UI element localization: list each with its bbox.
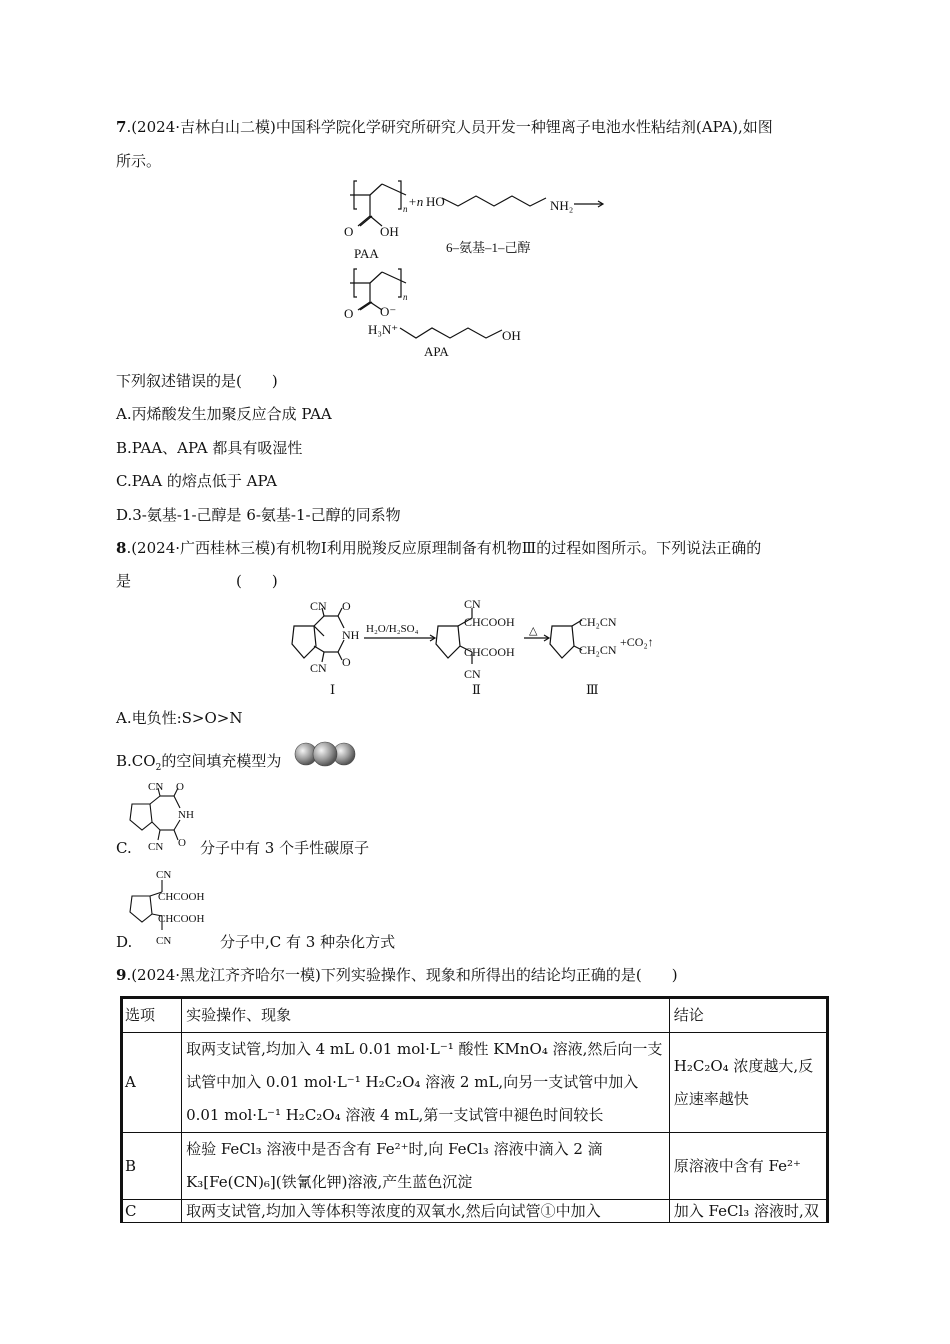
q9-stem-text: .(2024·黑龙江齐齐哈尔一模)下列实验操作、现象和所得出的结论均正确的是( ) <box>126 966 678 984</box>
q8-ii-chcooh-bottom: CHCOOH <box>464 645 515 659</box>
q8-d-chcooh-bottom: CHCOOH <box>158 913 205 925</box>
row-b-operation <box>182 1133 670 1200</box>
q7-apa-oh: OH <box>502 328 521 343</box>
row-c-operation: 取两支试管,均加入等体积等浓度的双氧水,然后向试管①中加入 <box>182 1200 670 1223</box>
q8-c-nh: NH <box>178 809 194 821</box>
q7-paa-subscript: n <box>403 204 408 214</box>
q7-ask: 下列叙述错误的是( ) <box>116 372 278 390</box>
q8-d-chcooh-top: CHCOOH <box>158 891 205 903</box>
q7-plus-n: +n <box>408 194 424 209</box>
row-a-con-line1: H₂C₂O₄ 浓度越大,反 <box>673 1056 814 1075</box>
q8-i-o-bottom: O <box>342 655 351 669</box>
q8-option-b <box>116 751 281 771</box>
row-a-op-line2: 试管中加入 0.01 mol·L⁻¹ H₂C₂O₄ 溶液 2 mL,向另一支试管中加入 <box>186 1073 639 1091</box>
q8-option-c-text: 分子中有 3 个手性碳原子 <box>200 839 370 857</box>
q8-d-cn-bottom: CN <box>156 935 172 947</box>
q8-label-i: Ⅰ <box>330 682 336 697</box>
q7-ho-label: HO <box>426 194 445 209</box>
q8-option-d-prefix: D. <box>116 933 133 951</box>
q7-stem-line1 <box>116 117 773 137</box>
q8-option-c-structure <box>128 778 208 858</box>
q7-paa-o: O <box>344 224 354 239</box>
table-row-c <box>122 1200 828 1223</box>
q8-d-cn-top: CN <box>156 869 172 881</box>
row-a-conclusion <box>669 1033 827 1133</box>
q8-iii-ch2cn-bottom: CH₂CN <box>579 643 617 657</box>
q8-i-cn-top: CN <box>310 599 327 613</box>
q7-apa-subscript: n <box>403 292 408 302</box>
q8-option-b-text: B.CO <box>116 752 156 770</box>
q8-i-cn-bottom: CN <box>310 661 327 675</box>
q8-reagent-label: H₂O/H₂SO₄ <box>366 623 419 635</box>
q8-option-b-text2: 的空间填充模型为 <box>161 752 282 770</box>
q8-stem-line2: 是 ( ) <box>116 572 278 590</box>
row-a-con-line2: 应速率越快 <box>673 1089 749 1108</box>
q8-co2-label: +CO₂↑ <box>620 635 654 649</box>
q7-option-b: B.PAA、APA 都具有吸湿性 <box>116 439 303 457</box>
q8-option-d-structure <box>128 866 228 952</box>
q8-label-ii: Ⅱ <box>472 682 481 697</box>
row-b-conclusion: 原溶液中含有 Fe²⁺ <box>669 1133 827 1200</box>
q7-nh2-label: NH₂ <box>550 198 574 213</box>
q8-c-cn-bottom: CN <box>148 841 164 853</box>
q8-i-o-top: O <box>342 599 351 613</box>
row-b-op-line1: 检验 FeCl₃ 溶液中是否含有 Fe²⁺时,向 FeCl₃ 溶液中滴入 2 滴 <box>186 1140 603 1158</box>
table-row-a <box>122 1033 828 1133</box>
header-operation: 实验操作、现象 <box>182 998 670 1033</box>
q8-c-o-top: O <box>176 781 184 793</box>
q8-number: 8 <box>116 539 127 557</box>
q8-label-iii: Ⅲ <box>586 682 599 697</box>
row-a-operation <box>182 1033 670 1133</box>
q7-option-c: C.PAA 的熔点低于 APA <box>116 472 278 490</box>
q7-paa-oh: OH <box>380 224 399 239</box>
q7-paa-label: PAA <box>354 246 379 261</box>
table-row-b <box>122 1133 828 1200</box>
q9-stem <box>116 965 678 985</box>
q7-stem-line2: 所示。 <box>116 152 162 170</box>
row-c-option: C <box>122 1200 182 1223</box>
q8-option-b-subscript: 2 <box>155 763 162 773</box>
q7-stem-text: .(2024·吉林白山二模)中国科学院化学研究所研究人员开发一种锂离子电池水性粘结剂(APA),如图 <box>126 118 773 136</box>
q7-apa-o-minus: O⁻ <box>380 304 397 319</box>
q8-delta-label: △ <box>529 625 538 637</box>
q8-option-a: A.电负性:S>O>N <box>116 709 243 727</box>
q8-ii-cn-top: CN <box>464 597 481 611</box>
q7-number: 7 <box>116 118 127 136</box>
q7-option-a: A.丙烯酸发生加聚反应合成 PAA <box>116 405 332 423</box>
q8-stem-line1 <box>116 538 761 558</box>
q8-i-nh: NH <box>342 628 360 642</box>
q8-c-cn-top: CN <box>148 781 164 793</box>
q7-apa-label: APA <box>424 344 449 359</box>
q7-option-d: D.3-氨基-1-己醇是 6-氨基-1-己醇的同系物 <box>116 506 401 524</box>
q8-iii-ch2cn-top: CH₂CN <box>579 615 617 629</box>
header-option: 选项 <box>122 998 182 1033</box>
q9-options-table <box>120 996 829 1223</box>
q7-reaction-figure <box>330 176 630 366</box>
co2-space-filling-model <box>293 740 359 772</box>
q8-stem-text: .(2024·广西桂林三模)有机物Ⅰ利用脱羧反应原理制备有机物Ⅲ的过程如图所示。下列说法正确的 <box>126 539 762 557</box>
row-a-op-line1: 取两支试管,均加入 4 mL 0.01 mol·L⁻¹ 酸性 KMnO₄ 溶液,然后向一支 <box>186 1040 663 1058</box>
q8-reaction-figure <box>286 596 686 698</box>
q8-ii-cn-bottom: CN <box>464 667 481 681</box>
q8-option-c-prefix: C. <box>116 839 132 857</box>
row-b-op-line2: K₃[Fe(CN)₆](铁氰化钾)溶液,产生蓝色沉淀 <box>186 1173 473 1191</box>
q7-reagent-label: 6–氨基–1–己醇 <box>446 240 531 255</box>
header-conclusion: 结论 <box>669 998 827 1033</box>
row-b-option: B <box>122 1133 182 1200</box>
row-a-option: A <box>122 1033 182 1133</box>
q7-apa-h3n: H₃N⁺ <box>368 322 399 337</box>
q9-number: 9 <box>116 966 127 984</box>
q8-c-o-bottom: O <box>178 837 186 849</box>
q8-option-d-text: 分子中,C 有 3 种杂化方式 <box>220 933 396 951</box>
q7-apa-o: O <box>344 306 354 321</box>
row-a-op-line3: 0.01 mol·L⁻¹ H₂C₂O₄ 溶液 4 mL,第一支试管中褪色时间较长 <box>186 1106 604 1124</box>
q8-ii-chcooh-top: CHCOOH <box>464 615 515 629</box>
table-header-row <box>122 998 828 1033</box>
row-c-conclusion: 加入 FeCl₃ 溶液时,双 <box>669 1200 827 1223</box>
